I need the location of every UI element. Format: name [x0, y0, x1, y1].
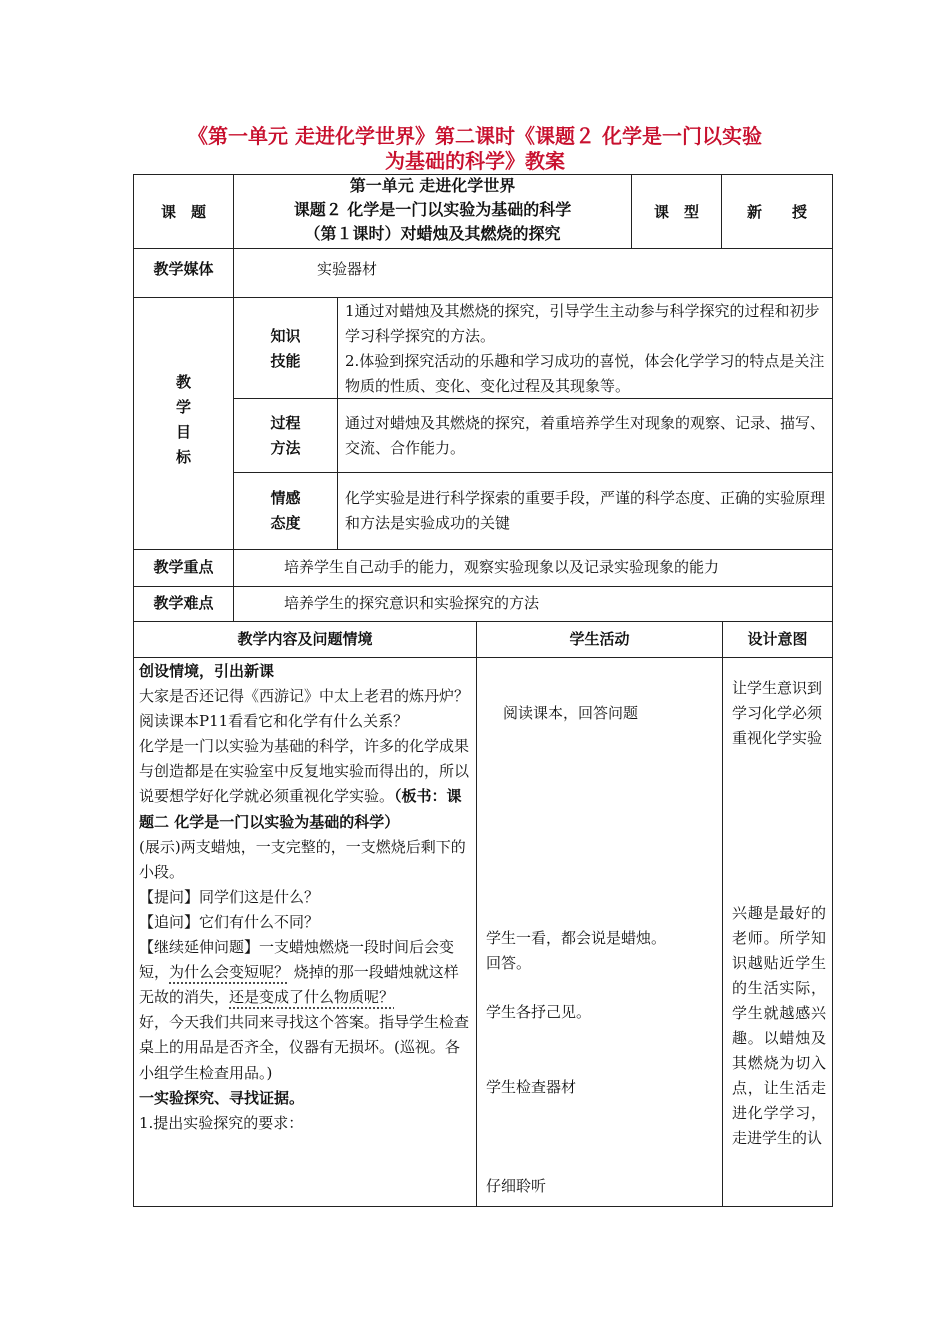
content-column [139, 659, 471, 1136]
column-header-intent: 设计意图 [747, 630, 808, 648]
content-heading-2: 一实验探究、寻找证据。 [139, 1088, 305, 1107]
content-paragraph-5: 1.提出实验探究的要求： [139, 1113, 304, 1132]
knowledge-item-1: 1通过对蜡烛及其燃烧的探究，引导学生主动参与科学探究的过程和初步学习科学探究的方法。 [345, 302, 820, 345]
topic-line3: （第１课时）对蜡烛及其燃烧的探究 [304, 224, 561, 243]
column-header-content: 教学内容及问题情境 [237, 630, 373, 648]
content-question-2: 【追问】它们有什么不同？ [139, 912, 320, 931]
activity-6: 仔细聆听 [486, 1177, 547, 1195]
goals-label: 教 学 目 标 [175, 373, 191, 466]
document-title [150, 124, 800, 174]
content-paragraph-4: 好，今天我们共同来寻找这个答案。指导学生检查桌上的用品是否齐全，仪器有无损坏。(巡视。各小组学生检查用品。) [139, 1013, 470, 1082]
content-heading-1: 创设情境，引出新课 [139, 662, 275, 680]
knowledge-text [345, 299, 828, 399]
process-text: 通过对蜡烛及其燃烧的探究，着重培养学生对现象的观察、记录、描写、交流、合作能力。 [345, 414, 826, 457]
activity-1: 阅读课本，回答问题 [503, 704, 639, 722]
topic-line1: 第一单元 走进化学世界 [349, 176, 516, 195]
type-label: 课 型 [653, 203, 699, 221]
difficulty-label: 教学难点 [153, 594, 214, 612]
content-question-3: 【继续延伸问题】一支蜡烛燃烧一段时间后会变短，为什么会变短呢？ 烧掉的那一段蜡烛就这样无故的消失，还是变成了什么物质呢？ [139, 938, 459, 1007]
intent-2: 兴趣是最好的老师。所学知识越贴近学生的生活实际，学生就越感兴趣。以蜡烛及其燃烧为切入点，让生活走进化学学习，走进学生的认 [732, 904, 826, 1147]
topic-title [234, 174, 631, 246]
process-label: 过程 方法 [270, 414, 301, 457]
knowledge-item-2: 2.体验到探究活动的乐趣和学习成功的喜悦，体会化学学习的特点是关注物质的性质、变化、变化过程及其现象等。 [345, 352, 825, 395]
content-paragraph-1: 大家是否还记得《西游记》中太上老君的炼丹炉？阅读课本P11看看它和化学有什么关系？ [139, 687, 470, 731]
key-point-value: 培养学生自己动手的能力，观察实验现象以及记录实验现象的能力 [284, 558, 720, 576]
document-title-line1: 《第一单元 走进化学世界》第二课时《课题２ 化学是一门以实验 [188, 124, 762, 148]
type-value: 新 授 [746, 203, 807, 221]
activity-3: 回答。 [486, 954, 532, 972]
knowledge-label: 知识 技能 [270, 327, 301, 370]
difficulty-value: 培养学生的探究意识和实验探究的方法 [284, 594, 540, 612]
activity-5: 学生检查器材 [486, 1078, 577, 1096]
activity-2: 学生一看，都会说是蜡烛。 [486, 929, 667, 947]
media-label: 教学媒体 [153, 260, 214, 278]
content-paragraph-2: 化学是一门以实验为基础的科学，许多的化学成果与创造都是在实验室中反复地实验而得出的，所以说要想学好化学就必须重视化学实验。（板书：课题二 化学是一门以实验为基础的科学） [139, 737, 470, 831]
intent-1: 让学生意识到学习化学必须重视化学实验 [732, 679, 823, 747]
topic-label: 课 题 [160, 203, 206, 221]
emotion-text: 化学实验是进行科学探索的重要手段，严谨的科学态度、正确的实验原理和方法是实验成功的关键 [345, 489, 826, 532]
column-header-activity: 学生活动 [569, 630, 630, 648]
emotion-label: 情感 态度 [270, 489, 301, 532]
activity-4: 学生各抒己见。 [486, 1003, 592, 1021]
document-title-line2: 为基础的科学》教案 [385, 149, 565, 173]
media-value: 实验器材 [317, 260, 378, 278]
key-point-label: 教学重点 [153, 558, 214, 576]
content-paragraph-3: (展示)两支蜡烛，一支完整的，一支燃烧后剩下的小段。 [139, 837, 466, 881]
topic-line2: 课题２ 化学是一门以实验为基础的科学 [293, 200, 572, 219]
content-question-1: 【提问】同学们这是什么？ [139, 887, 320, 906]
